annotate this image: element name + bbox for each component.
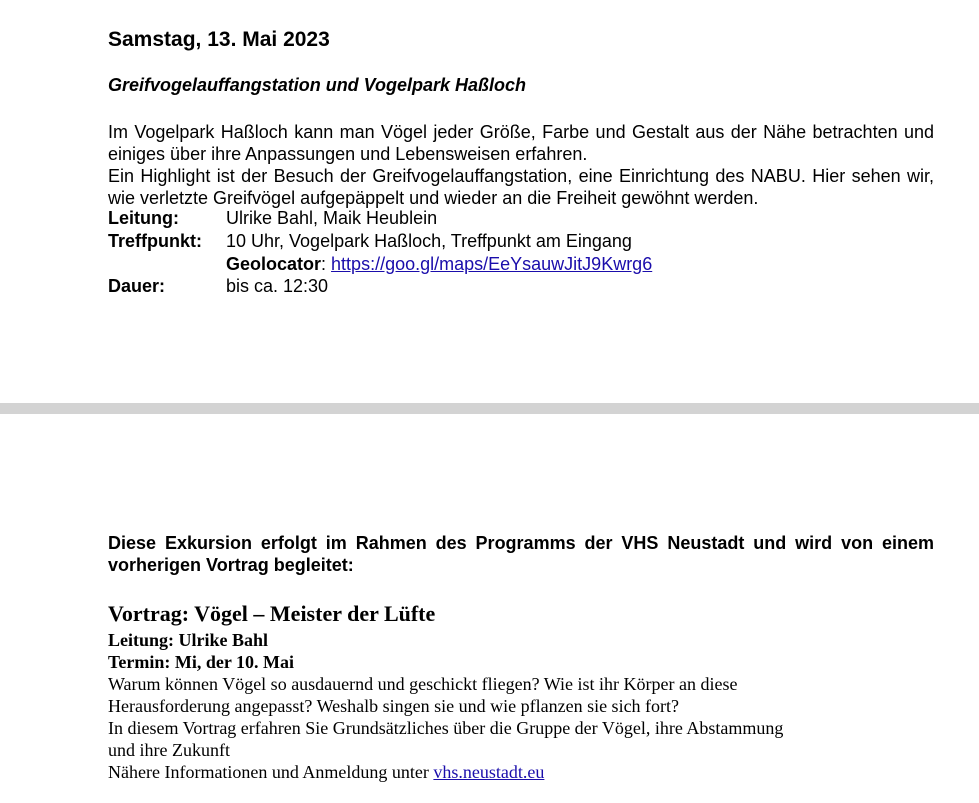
geolocator-line	[226, 254, 652, 275]
info-line	[108, 762, 544, 783]
dauer-value: bis ca. 12:30	[226, 276, 329, 296]
vhs-link[interactable]: vhs.neustadt.eu	[433, 762, 545, 782]
talk-description-line-1: Warum können Vögel so ausdauernd und geschickt fliegen? Wie ist ihr Körper an diese	[108, 674, 738, 694]
dauer-label: Dauer:	[108, 276, 166, 296]
talk-description-line-4: und ihre Zukunft	[108, 740, 230, 760]
info-prefix: Nähere Informationen und Anmeldung unter	[108, 762, 434, 782]
event-title: Greifvogelauffangstation und Vogelpark Haßloch	[108, 75, 527, 95]
event-description	[108, 121, 934, 209]
talk-leitung: Leitung: Ulrike Bahl	[108, 630, 269, 650]
treffpunkt-label: Treffpunkt:	[108, 231, 202, 251]
leitung-label: Leitung:	[108, 208, 179, 228]
event-date: Samstag, 13. Mai 2023	[108, 28, 330, 51]
talk-description-line-3: In diesem Vortrag erfahren Sie Grundsätzliches über die Gruppe der Vögel, ihre Abstammung	[108, 718, 784, 738]
talk-title: Vortrag: Vögel – Meister der Lüfte	[108, 601, 436, 626]
description-paragraph-1: Im Vogelpark Haßloch kann man Vögel jeder Größe, Farbe und Gestalt aus der Nähe betrachten und einiges über ihre Anpassungen und Lebensweisen erfahren.	[108, 122, 934, 164]
excursion-intro: Diese Exkursion erfolgt im Rahmen des Programms der VHS Neustadt und wird von einem vorherigen Vortrag begleitet:	[108, 533, 934, 575]
geolocator-separator: :	[321, 254, 332, 274]
treffpunkt-value: 10 Uhr, Vogelpark Haßloch, Treffpunkt am Eingang	[226, 231, 632, 251]
geolocator-label: Geolocator	[226, 254, 322, 274]
description-paragraph-2: Ein Highlight ist der Besuch der Greifvogelauffangstation, eine Einrichtung des NABU. Hier sehen wir, wie verletzte Greifvögel aufgepäppelt und wieder an die Freiheit gewöhnt werden.	[108, 166, 934, 208]
geolocator-link[interactable]: https://goo.gl/maps/EeYsauwJitJ9Kwrg6	[331, 254, 653, 274]
document-page-2	[0, 414, 979, 803]
talk-termin: Termin: Mi, der 10. Mai	[108, 652, 294, 672]
leitung-value: Ulrike Bahl, Maik Heublein	[226, 208, 438, 228]
page-separator	[0, 403, 979, 414]
talk-description-line-2: Herausforderung angepasst? Weshalb singen sie und wie pflanzen sie sich fort?	[108, 696, 680, 716]
